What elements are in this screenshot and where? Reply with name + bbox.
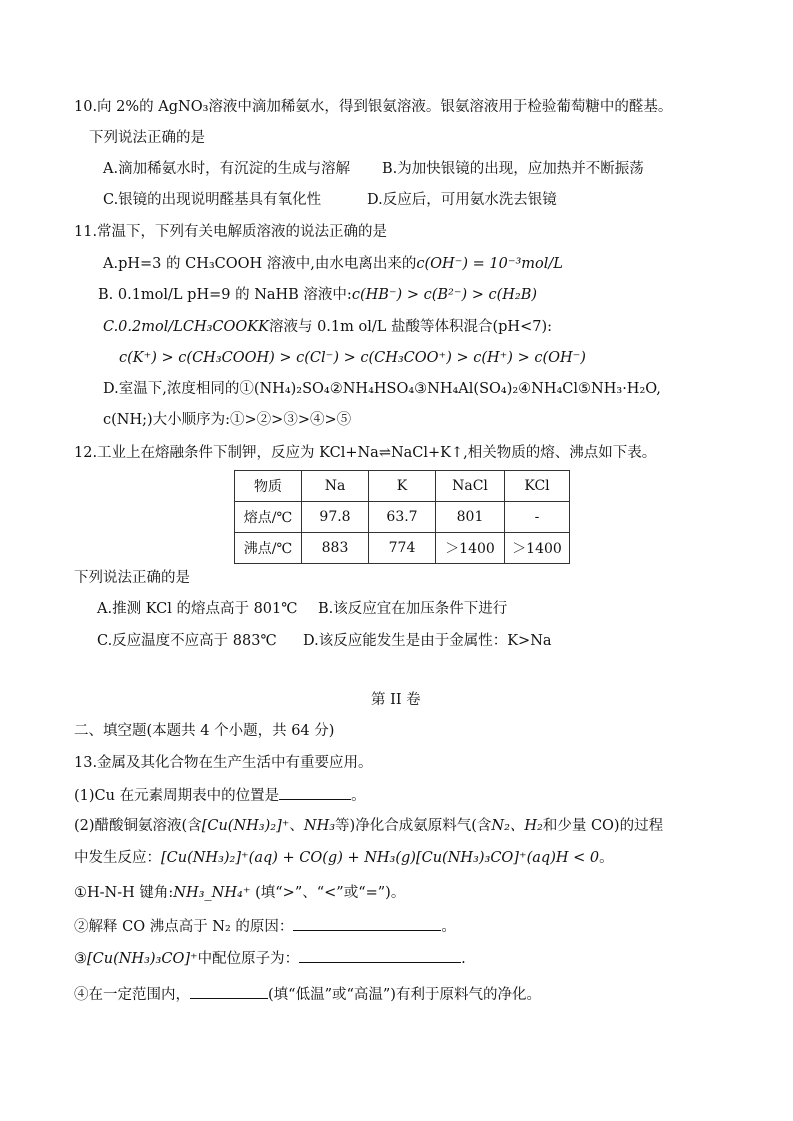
q13-sub1-text: ①H-N-H 键角: xyxy=(74,885,174,901)
q12-option-b: B.该反应宜在加压条件下进行 xyxy=(318,601,508,617)
answer-blank[interactable] xyxy=(293,915,441,931)
q13-reaction-equation: [Cu(NH₃)₂]⁺(aq) + CO(g) + NH₃(g)[Cu(NH₃)₃CO]⁺(aq)H < 0 xyxy=(161,850,600,866)
q13-sub1-hint: (填“>”、“<”或“=”)。 xyxy=(255,885,406,901)
q11-option-a xyxy=(103,254,563,274)
q13-part2-ammonia: NH₃ xyxy=(303,818,336,834)
q10-prompt: 下列说法正确的是 xyxy=(89,130,205,146)
q13-part2-sep: 、 xyxy=(289,818,304,834)
q13-sub3-end: . xyxy=(461,951,466,967)
q11-option-b-formula: c(HB⁻) > c(B²⁻) > c(H₂B) xyxy=(351,287,538,303)
answer-blank[interactable] xyxy=(299,947,461,963)
q11-option-a-text: A.pH=3 的 CH₃COOH 溶液中,由水电离出来的 xyxy=(103,256,417,272)
q13-sub4-hint: (填“低温”或“高温”)有利于原料气的净化。 xyxy=(268,987,541,1003)
table-header-cell: K xyxy=(369,471,436,502)
q12-stem: 12.工业上在熔融条件下制钾，反应为 KCl+Na⇌NaCl+K↑,相关物质的熔、沸点如下表。 xyxy=(74,445,657,461)
q12-option-a: A.推测 KCl 的熔点高于 801℃ xyxy=(97,601,298,617)
q13-sub3 xyxy=(74,947,466,969)
q10-option-a: A.滴加稀氨水时，有沉淀的生成与溶解 xyxy=(103,161,351,177)
q11-option-b-text: B. 0.1mol/L pH=9 的 NaHB 溶液中: xyxy=(98,287,352,303)
answer-blank[interactable] xyxy=(279,784,351,800)
table-cell: ＞1400 xyxy=(505,533,570,564)
table-cell: 801 xyxy=(436,502,505,533)
q13-sub3-text: 中配位原子为： xyxy=(197,951,300,967)
q11-option-d-line2: c(NH;)大小顺序为:①>②>③>④>⑤ xyxy=(103,412,352,428)
q13-part2-end: 。 xyxy=(599,850,614,866)
table-header-cell: NaCl xyxy=(436,471,505,502)
q11-option-d-line1: D.室温下,浓度相同的①(NH₄)₂SO₄②NH₄HSO₄③NH₄Al(SO₄)₂④NH₄Cl⑤NH₃·H₂O, xyxy=(103,381,661,397)
table-cell: ＞1400 xyxy=(436,533,505,564)
q13-part2-text: (2)醋酸铜氨溶液(含 xyxy=(74,818,202,834)
q13-sub2-text: ②解释 CO 沸点高于 N₂ 的原因： xyxy=(74,919,294,935)
q13-part1 xyxy=(74,784,366,806)
table-cell: 97.8 xyxy=(302,502,369,533)
q13-part2-gases: N₂、H₂ xyxy=(491,818,543,834)
q11-option-c xyxy=(103,317,552,337)
q10-option-b: B.为加快银镜的出现，应加热并不断振荡 xyxy=(382,161,644,177)
q13-part1-end: 。 xyxy=(351,788,366,804)
q13-sub2-end: 。 xyxy=(441,919,456,935)
q11-option-a-formula: c(OH⁻) = 10⁻³mol/L xyxy=(416,256,563,272)
q13-part2-text2: 等)净化合成氨原料气(含 xyxy=(335,818,492,834)
table-row xyxy=(235,533,570,564)
q13-sub3-num: ③ xyxy=(74,951,87,967)
section-heading: 二、填空题(本题共 4 个小题，共 64 分) xyxy=(74,723,335,739)
q11-option-c-formula: C.0.2mol/LCH₃COOKK xyxy=(103,319,269,335)
q12-prompt: 下列说法正确的是 xyxy=(74,570,190,586)
q13-part2-text3: 和少量 CO)的过程 xyxy=(542,818,664,834)
table-cell: 沸点/℃ xyxy=(235,533,302,564)
q11-stem: 11.常温下，下列有关电解质溶液的说法正确的是 xyxy=(74,224,388,240)
q13-part1-text: (1)Cu 在元素周期表中的位置是 xyxy=(74,788,280,804)
table-cell: 774 xyxy=(369,533,436,564)
q13-sub1 xyxy=(74,883,405,903)
melting-boiling-table xyxy=(234,470,570,564)
q11-option-c-text: 溶液与 0.1m ol/L 盐酸等体积混合(pH<7): xyxy=(268,319,552,335)
table-cell: 63.7 xyxy=(369,502,436,533)
q13-sub4-text: ④在一定范围内， xyxy=(74,987,190,1003)
q11-option-c-inequality: c(K⁺) > c(CH₃COOH) > c(Cl⁻) > c(CH₃COO⁺) > c(H⁺) > c(OH⁻) xyxy=(119,350,586,366)
q13-sub4 xyxy=(74,983,541,1005)
q13-sub2 xyxy=(74,915,456,937)
q12-option-c: C.反应温度不应高于 883℃ xyxy=(97,633,277,649)
part-two-title: 第 II 卷 xyxy=(371,692,421,708)
q13-sub1-formula: NH₃_NH₄⁺ xyxy=(173,885,251,901)
table-cell: 熔点/℃ xyxy=(235,502,302,533)
table-header-cell: 物质 xyxy=(235,471,302,502)
q11-option-b xyxy=(98,285,537,305)
table-header-cell: KCl xyxy=(505,471,570,502)
q13-stem: 13.金属及其化合物在生产生活中有重要应用。 xyxy=(74,755,373,771)
q13-part2-text4: 中发生反应： xyxy=(74,850,161,866)
table-row xyxy=(235,502,570,533)
table-cell: 883 xyxy=(302,533,369,564)
q13-part2-line1 xyxy=(74,816,663,836)
q10-stem: 10.向 2%的 AgNO₃溶液中滴加稀氨水，得到银氨溶液。银氨溶液用于检验葡萄糖中的醛基。 xyxy=(74,99,673,115)
answer-blank[interactable] xyxy=(190,983,268,999)
q10-option-d: D.反应后，可用氨水洗去银镜 xyxy=(367,192,557,208)
table-header-row xyxy=(235,471,570,502)
q10-option-c: C.银镜的出现说明醛基具有氧化性 xyxy=(103,192,322,208)
q13-part2-complex: [Cu(NH₃)₂]⁺ xyxy=(201,818,290,834)
q12-option-d: D.该反应能发生是由于金属性：K>Na xyxy=(303,633,552,649)
q13-sub3-formula: [Cu(NH₃)₃CO]⁺ xyxy=(87,951,198,967)
table-cell: - xyxy=(505,502,570,533)
table-header-cell: Na xyxy=(302,471,369,502)
q13-part2-line2 xyxy=(74,848,614,868)
